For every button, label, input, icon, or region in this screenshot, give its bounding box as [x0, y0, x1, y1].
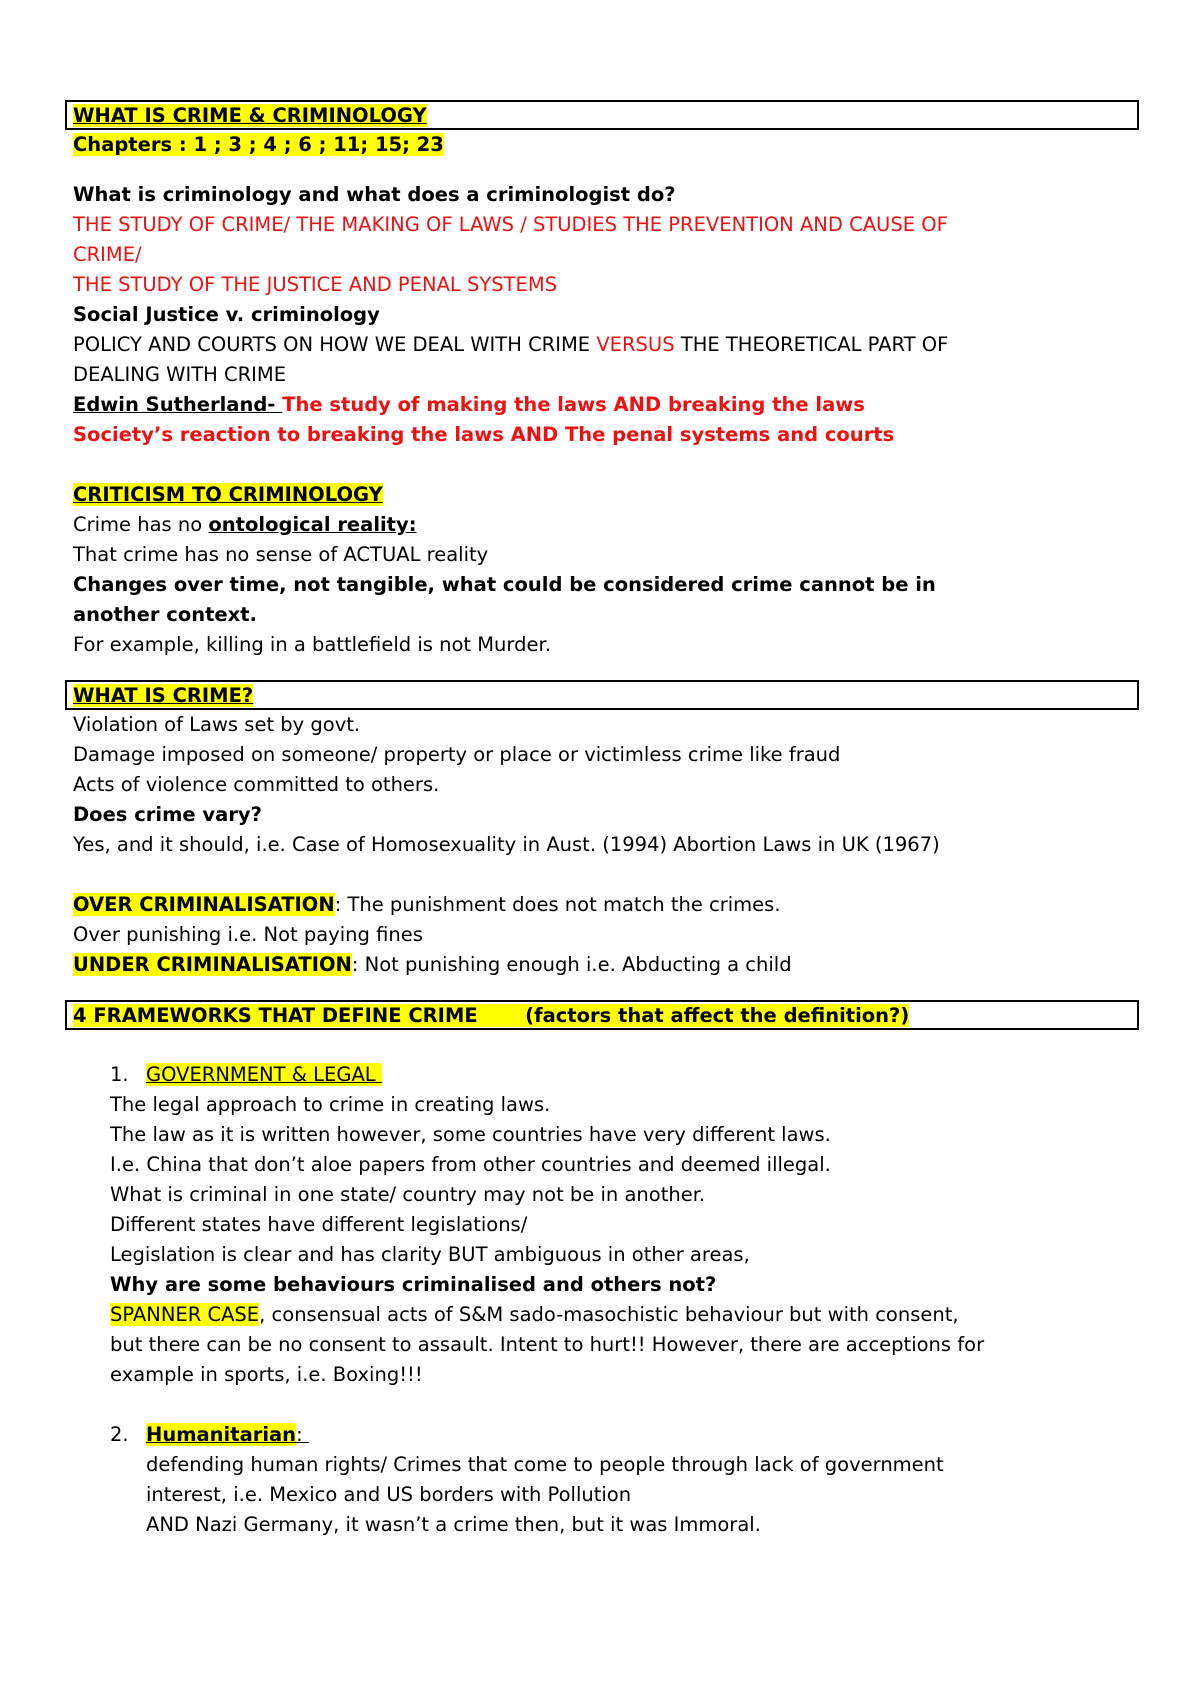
paragraph-line [73, 330, 1153, 360]
paragraph-line: DEALING WITH CRIME [73, 363, 287, 386]
definition-text: , consensual acts of S&M sado-masochistic behaviour but with consent, [259, 1303, 959, 1326]
document-page [73, 100, 1153, 1540]
sutherland-definition: Society’s reaction to breaking the laws AND The penal systems and courts [73, 423, 895, 446]
question-heading: Why are some behaviours criminalised and others not? [110, 1273, 717, 1296]
section-heading: WHAT IS CRIME? [73, 684, 254, 707]
list-item-heading [73, 1060, 1153, 1090]
definition-text: : Not punishing enough i.e. Abducting a child [351, 953, 792, 976]
list-item-line: What is criminal in one state/ country may not be in another. [110, 1183, 706, 1206]
paragraph-line: another context. [73, 603, 257, 626]
definition-line [73, 890, 1153, 920]
sutherland-name: Edwin Sutherland- [73, 393, 283, 416]
chapters-line [73, 130, 1153, 160]
list-item-title: Humanitarian [146, 1423, 297, 1446]
list-item-title: GOVERNMENT & LEGAL [146, 1063, 382, 1086]
list-item-line: example in sports, i.e. Boxing!!! [110, 1363, 423, 1386]
subheading: Social Justice v. criminology [73, 303, 380, 326]
paragraph-line: For example, killing in a battlefield is not Murder. [73, 633, 551, 656]
list-item-line [73, 1300, 1153, 1330]
list-number: 1. [110, 1063, 129, 1086]
plain-text: Crime has no [73, 513, 209, 536]
section-heading: 4 FRAMEWORKS THAT DEFINE CRIME (factors that affect the definition?) [73, 1004, 910, 1027]
list-number: 2. [110, 1423, 129, 1446]
paragraph-line: Over punishing i.e. Not paying fines [73, 923, 423, 946]
list-item-title-suffix: : [296, 1423, 309, 1446]
paragraph-line: Damage imposed on someone/ property or place or victimless crime like fraud [73, 743, 841, 766]
question-heading: Does crime vary? [73, 803, 262, 826]
term-text: UNDER CRIMINALISATION [73, 953, 352, 976]
paragraph-line: Changes over time, not tangible, what could be considered crime cannot be in [73, 573, 936, 596]
list-item-line: defending human rights/ Crimes that come to people through lack of government [146, 1453, 944, 1476]
paragraph-line: Violation of Laws set by govt. [73, 713, 361, 736]
question-heading: What is criminology and what does a criminologist do? [73, 183, 676, 206]
list-item-line: AND Nazi Germany, it wasn’t a crime then, but it was Immoral. [146, 1513, 761, 1536]
section-heading-box [65, 100, 1139, 130]
paragraph-line: That crime has no sense of ACTUAL reality [73, 543, 489, 566]
list-item-line: The legal approach to crime in creating laws. [110, 1093, 551, 1116]
list-item-line: but there can be no consent to assault. Intent to hurt!! However, there are acceptions for [110, 1333, 985, 1356]
chapters-text: Chapters : 1 ; 3 ; 4 ; 6 ; 11; 15; 23 [73, 133, 444, 156]
versus-text: VERSUS [596, 333, 675, 356]
paragraph-line: Yes, and it should, i.e. Case of Homosexuality in Aust. (1994) Abortion Laws in UK (1967) [73, 833, 940, 856]
definition-text: : The punishment does not match the crimes. [334, 893, 781, 916]
definition-line [73, 950, 1153, 980]
list-item-heading [73, 1420, 1153, 1450]
answer-line: THE STUDY OF CRIME/ THE MAKING OF LAWS / STUDIES THE PREVENTION AND CAUSE OF [73, 213, 948, 236]
paragraph-line: Acts of violence committed to others. [73, 773, 440, 796]
sutherland-definition: The study of making the laws AND breaking the laws [282, 393, 865, 416]
list-item-line: I.e. China that don’t aloe papers from other countries and deemed illegal. [110, 1153, 831, 1176]
list-item-line: The law as it is written however, some countries have very different laws. [110, 1123, 831, 1146]
section-heading-box [65, 680, 1139, 710]
section-heading-box [65, 1000, 1139, 1030]
section-heading: WHAT IS CRIME & CRIMINOLOGY [73, 104, 427, 127]
list-item-line: interest, i.e. Mexico and US borders with Pollution [146, 1483, 632, 1506]
term-text: ontological reality: [208, 513, 417, 536]
paragraph-line [73, 510, 1153, 540]
list-item-line: Legislation is clear and has clarity BUT ambiguous in other areas, [110, 1243, 750, 1266]
answer-line: CRIME/ [73, 243, 142, 266]
policy-text: THE THEORETICAL PART OF [674, 333, 949, 356]
term-text: SPANNER CASE [110, 1303, 260, 1326]
section-heading-line [73, 480, 1153, 510]
answer-line: THE STUDY OF THE JUSTICE AND PENAL SYSTEMS [73, 273, 558, 296]
policy-text: POLICY AND COURTS ON HOW WE DEAL WITH CRIME [73, 333, 597, 356]
term-text: OVER CRIMINALISATION [73, 893, 335, 916]
sutherland-line [73, 390, 1153, 420]
list-item-line: Different states have different legislations/ [110, 1213, 528, 1236]
section-heading: CRITICISM TO CRIMINOLOGY [73, 483, 383, 506]
